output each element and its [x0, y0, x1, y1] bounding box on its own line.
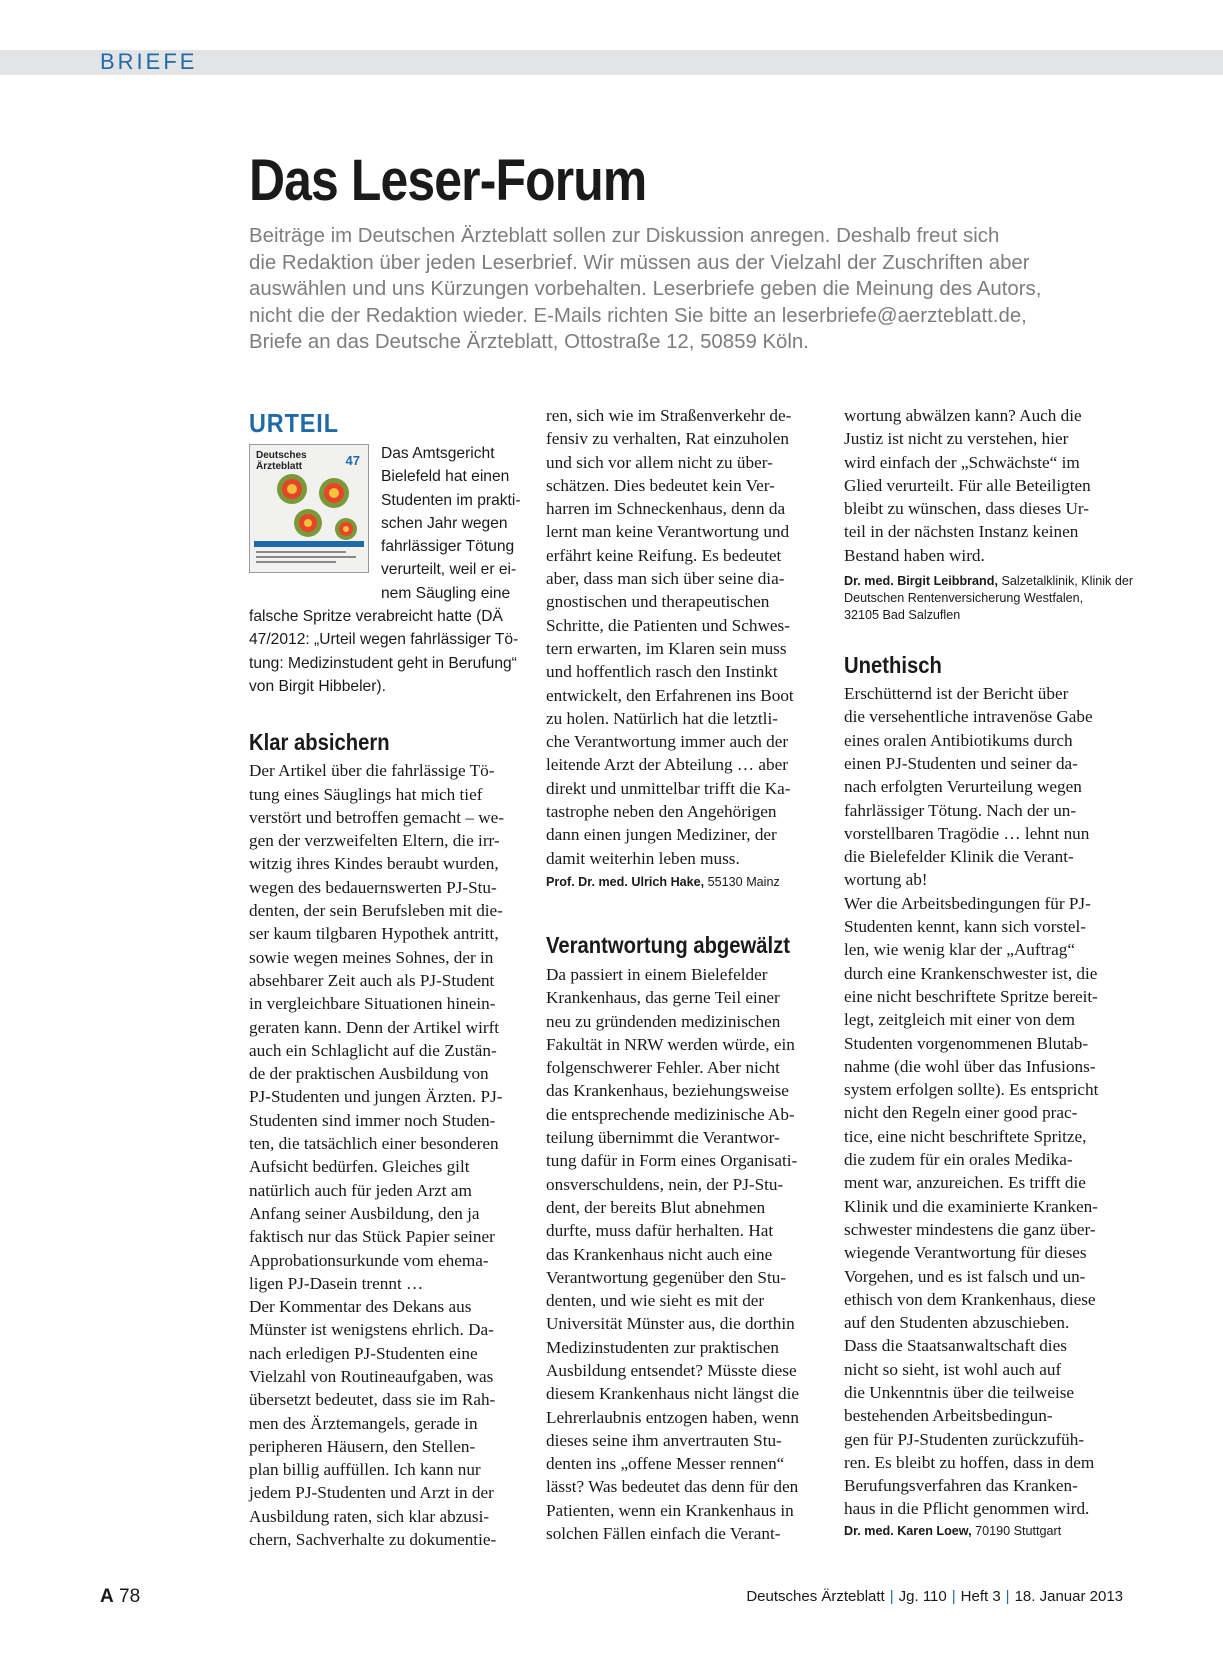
signature-place: 70190 Stuttgart [971, 1523, 1062, 1538]
column-1 [249, 402, 527, 1551]
text-line: tern erwarten, im Klaren sein muss [546, 638, 787, 658]
text-line: Schritte, die Patienten und Schwes- [546, 615, 790, 635]
signature-name: Dr. med. Birgit Leibbrand, [844, 574, 998, 589]
text-line: damit weiterhin leben muss. [546, 848, 740, 868]
text-line: falsche Spritze verabreicht hatte (DÄ [249, 608, 503, 626]
text-line: Ausbildung entsendet? Müsste diese [546, 1360, 797, 1380]
letter-body [844, 682, 1124, 1521]
text-line: system erfolgen sollte). Es entspricht [844, 1080, 1099, 1100]
text-line: lernt man keine Verantwortung und [546, 522, 790, 542]
text-line: absehbarer Zeit auch als PJ-Student [249, 970, 495, 990]
text-line: Lehrerlaubnis entzogen haben, wenn [546, 1407, 799, 1427]
text-line: Fakultät in NRW werden würde, ein [546, 1034, 795, 1054]
signature-name: Prof. Dr. med. Ulrich Hake, [546, 874, 705, 889]
signature-affiliation: Salzetalklinik, Klinik der [1001, 574, 1134, 589]
letter-heading: Unethisch [844, 652, 942, 679]
text-line: Der Kommentar des Dekans aus [249, 1297, 472, 1317]
text-line: dent, der bereits Blut abnehmen [546, 1197, 766, 1217]
text-line: die Unkenntnis über die teilweise [844, 1382, 1075, 1402]
text-line: folgenschwerer Fehler. Aber nicht [546, 1058, 780, 1078]
text-line: plan billig auffüllen. Ich kann nur [249, 1460, 481, 1480]
text-line: einen PJ-Studenten und seiner da- [844, 753, 1078, 773]
journal-issue: Heft 3 [960, 1588, 1001, 1605]
text-line: das Krankenhaus, beziehungsweise [546, 1081, 789, 1101]
virus-particle-icon [319, 478, 349, 508]
cover-title-line: Ärzteblatt [256, 461, 303, 472]
text-line: schen Jahr wegen [381, 514, 508, 532]
text-line: ren, sich wie im Straßenverkehr de- [546, 406, 792, 425]
text-line: peripheren Häusern, den Stellen- [249, 1436, 476, 1456]
text-line: tung eines Säuglings hat mich tief [249, 784, 483, 804]
text-line: 47/2012: „Urteil wegen fahrlässiger Tö- [249, 631, 519, 649]
intro-line: Briefe an das Deutsche Ärzteblatt, Ottostraße 12, 50859 Köln. [249, 331, 809, 354]
text-line: Anfang seiner Ausbildung, den ja [249, 1203, 480, 1223]
text-line: nem Säugling eine [381, 584, 511, 602]
text-line: zu holen. Natürlich hat die letztli- [546, 708, 778, 728]
text-line: eines oralen Antibiotikums durch [844, 730, 1073, 750]
text-line: schätzen. Dies bedeutet kein Ver- [546, 475, 775, 495]
text-line: fensiv zu verhalten, Rat einzuholen [546, 429, 789, 449]
text-line: solchen Fällen einfach die Verant- [546, 1524, 781, 1544]
text-line: bestehenden Arbeitsbedingun- [844, 1406, 1053, 1426]
text-line: harren im Schneckenhaus, denn da [546, 499, 786, 519]
letter-body-continued [844, 404, 1124, 567]
text-line: dieses seine ihm anvertrauten Stu- [546, 1430, 782, 1450]
virus-particle-icon [335, 518, 357, 540]
separator: | [951, 1588, 956, 1605]
text-line: Universität Münster aus, die dorthin [546, 1314, 795, 1334]
signature-line [844, 573, 1134, 590]
text-line: wird einfach der „Schwächste“ im [844, 452, 1080, 472]
letter-heading: Klar absichern [249, 729, 390, 756]
intro-paragraph [249, 223, 1149, 356]
text-line: nicht so sieht, ist wohl auch auf [844, 1359, 1062, 1379]
virus-particle-icon [294, 509, 322, 537]
text-line: verstört und betroffen gemacht – we- [249, 807, 505, 827]
text-line: und hoffentlich rasch den Instinkt [546, 662, 778, 682]
text-line: Da passiert in einem Bielefelder [546, 964, 768, 984]
virus-particle-icon [277, 474, 307, 504]
journal-info [746, 1588, 1123, 1605]
letter-signature [844, 1523, 1124, 1540]
magazine-cover-image [249, 444, 369, 573]
text-line: teilung übernimmt die Verantwor- [546, 1128, 780, 1148]
text-line: direkt und unmittelbar trifft die Ka- [546, 778, 791, 798]
text-line: PJ-Studenten und jungen Ärzten. PJ- [249, 1087, 503, 1107]
text-line: tung dafür in Form eines Organisati- [546, 1151, 798, 1171]
text-line: Klinik und die examinierte Kranken- [844, 1196, 1098, 1216]
text-line: Studenten kennt, kann sich vorstel- [844, 917, 1087, 937]
text-line: übersetzt bedeutet, dass sie im Rah- [249, 1390, 496, 1410]
text-line: Krankenhaus, das gerne Teil einer [546, 988, 780, 1008]
text-line: Vorgehen, und es ist falsch und un- [844, 1266, 1086, 1286]
letter-body [546, 963, 821, 1545]
text-line: entwickelt, den Erfahrenen ins Boot [546, 685, 794, 705]
text-line: wortung ab! [844, 870, 928, 890]
text-line: ethisch von dem Krankenhaus, diese [844, 1289, 1096, 1309]
text-line: auf den Studenten abzuschieben. [844, 1313, 1070, 1333]
text-line: denten, und wie sieht es mit der [546, 1291, 765, 1311]
text-line: Münster ist wenigstens ehrlich. Da- [249, 1320, 494, 1340]
urteil-side-text [381, 442, 521, 605]
letter-signature [546, 874, 821, 891]
journal-date: 18. Januar 2013 [1014, 1588, 1123, 1605]
text-line: verurteilt, weil er ei- [381, 561, 517, 579]
page-prefix: A [100, 1586, 114, 1607]
section-tag: BRIEFE [100, 49, 198, 74]
cover-title-line: Deutsches [256, 450, 307, 461]
text-line: Ausbildung raten, sich klar abzusi- [249, 1506, 490, 1526]
text-line: und sich vor allem nicht zu über- [546, 452, 773, 472]
text-line: in vergleichbare Situationen hinein- [249, 994, 496, 1014]
text-line: chern, Sachverhalte zu dokumentie- [249, 1530, 497, 1550]
text-line: nahme (die wohl über das Infusions- [844, 1056, 1096, 1076]
text-line: denten, der sein Berufsleben mit die- [249, 901, 503, 921]
signature-name: Dr. med. Karen Loew, [844, 1523, 972, 1538]
text-line: Verantwortung gegenüber den Stu- [546, 1267, 787, 1287]
text-line: wortung abwälzen kann? Auch die [844, 406, 1082, 425]
letter-body-continued [546, 404, 821, 870]
text-line: gen der verzweifelten Eltern, die irr- [249, 831, 500, 851]
text-line: che Verantwortung immer auch der [546, 732, 789, 752]
text-line: Vielzahl von Routineaufgaben, was [249, 1366, 494, 1386]
intro-line: Beiträge im Deutschen Ärzteblatt sollen zur Diskussion anregen. Deshalb freut sich [249, 225, 1000, 247]
text-line: Studenten vorgenommenen Blutab- [844, 1033, 1089, 1053]
text-line: erfährt keine Reifung. Es bedeutet [546, 545, 782, 565]
separator: | [889, 1588, 894, 1605]
text-line: Wer die Arbeitsbedingungen für PJ- [844, 893, 1091, 913]
text-line: geraten kann. Denn der Artikel wirft [249, 1017, 500, 1037]
intro-line: nicht die der Redaktion wieder. E-Mails richten Sie bitte an leserbriefe@aerzteblatt.de, [249, 304, 1027, 327]
intro-line: die Redaktion über jeden Leserbrief. Wir müssen aus der Vielzahl der Zuschriften aber [249, 251, 1030, 274]
text-line: durfte, muss dafür herhalten. Hat [546, 1221, 774, 1241]
virus-illustration-icon [250, 445, 368, 541]
text-line: sowie wegen meines Sohnes, der in [249, 947, 494, 967]
text-line: witzig ihres Kindes beraubt wurden, [249, 854, 499, 874]
text-line: Glied verurteilt. Für alle Beteiligten [844, 475, 1091, 495]
text-line: de der praktischen Ausbildung von [249, 1064, 489, 1084]
journal-volume: Jg. 110 [898, 1588, 947, 1605]
page-title: Das Leser-Forum [249, 148, 647, 213]
text-line: Das Amtsgericht [381, 445, 495, 462]
urteil-text [249, 605, 527, 698]
text-line: Medizinstudenten zur praktischen [546, 1337, 779, 1357]
urteil-intro [249, 442, 527, 605]
text-line: die zudem für ein orales Medika- [844, 1150, 1073, 1170]
text-line: Studenten sind immer noch Studen- [249, 1110, 496, 1130]
text-line: das Krankenhaus nicht auch eine [546, 1244, 773, 1264]
text-line: Studenten im prakti- [381, 491, 521, 509]
text-line: die entsprechende medizinische Ab- [546, 1104, 795, 1124]
text-line: Bielefeld hat einen [381, 468, 510, 486]
signature-line: 32105 Bad Salzuflen [844, 608, 961, 623]
intro-line: auswählen und uns Kürzungen vorbehalten. Leserbriefe geben die Meinung des Autors, [249, 278, 1042, 301]
signature-place: 55130 Mainz [704, 874, 780, 889]
text-line: Berufungsverfahren das Kranken- [844, 1476, 1078, 1496]
text-line: ment war, anzureichen. Es trifft die [844, 1173, 1086, 1193]
text-line: Aufsicht bedürfen. Gleiches gilt [249, 1157, 470, 1177]
journal-name: Deutsches Ärzteblatt [746, 1588, 885, 1605]
text-line: gnostischen und therapeutischen [546, 592, 770, 612]
page-number-value: 78 [119, 1586, 141, 1607]
text-line: von Birgit Hibbeler). [249, 677, 386, 695]
text-line: nach erfolgten Verurteilung wegen [844, 777, 1082, 797]
text-line: die versehentliche intravenöse Gabe [844, 707, 1093, 727]
text-line: ser kaum tilgbaren Hypothek antritt, [249, 924, 499, 944]
text-line: jedem PJ-Studenten und Arzt in der [249, 1483, 494, 1503]
text-line: haus in die Pflicht genommen wird. [844, 1499, 1090, 1519]
text-line: fahrlässiger Tötung. Nach der un- [844, 800, 1077, 820]
column-3 [844, 404, 1134, 1540]
letter-signature [844, 573, 1134, 624]
separator: | [1005, 1588, 1010, 1605]
text-line: nicht den Regeln einer good prac- [844, 1103, 1078, 1123]
text-line: tastrophe neben den Angehörigen [546, 802, 777, 822]
letter-heading: Verantwortung abgewälzt [546, 931, 791, 958]
text-line: aber, dass man sich über seine dia- [546, 569, 785, 589]
text-line: Approbationsurkunde vom ehema- [249, 1250, 489, 1270]
text-line: eine nicht beschriftete Spritze bereit- [844, 986, 1098, 1006]
text-line: tice, eine nicht beschriftete Spritze, [844, 1126, 1087, 1146]
text-line: leitende Arzt der Abteilung … aber [546, 755, 788, 775]
text-line: lässt? Was bedeutet das denn für den [546, 1477, 799, 1497]
cover-strip [254, 541, 364, 547]
signature-line: Deutschen Rentenversicherung Westfalen, [844, 591, 1084, 606]
text-line: fahrlässiger Tötung [381, 538, 515, 556]
text-line: auch ein Schlaglicht auf die Zustän- [249, 1040, 497, 1060]
cover-text-lines [250, 549, 368, 569]
text-line: Der Artikel über die fahrlässige Tö- [249, 761, 495, 781]
text-line: onsverschuldens, nein, der PJ-Stu- [546, 1174, 784, 1194]
text-line: Bestand haben wird. [844, 545, 985, 565]
text-line: wegen des bedauernswerten PJ-Stu- [249, 877, 497, 897]
text-line: denten ins „offene Messer rennen“ [546, 1454, 785, 1474]
text-line: ren. Es bleibt zu hoffen, dass in dem [844, 1452, 1095, 1472]
text-line: Erschütternd ist der Bericht über [844, 684, 1069, 704]
urteil-heading: URTEIL [249, 408, 339, 438]
text-line: dann einen jungen Mediziner, der [546, 825, 777, 845]
text-line: Patienten, wenn ein Krankenhaus in [546, 1500, 794, 1520]
text-line: men des Ärztemangels, gerade in [249, 1413, 478, 1433]
text-line: durch eine Krankenschwester ist, die [844, 963, 1098, 983]
text-line: faktisch nur das Stück Papier seiner [249, 1227, 495, 1247]
text-line: Dass die Staatsanwaltschaft dies [844, 1336, 1067, 1356]
text-line: legt, zeitgleich mit einer von dem [844, 1010, 1075, 1030]
text-line: bleibt zu wünschen, dass dieses Ur- [844, 499, 1089, 519]
text-line: wiegende Verantwortung für dieses [844, 1243, 1087, 1263]
text-line: nach erledigen PJ-Studenten eine [249, 1343, 478, 1363]
text-line: ten, die tatsächlich einer besonderen [249, 1134, 499, 1154]
text-line: natürlich auch für jeden Arzt am [249, 1180, 472, 1200]
text-line: teil in der nächsten Instanz keinen [844, 522, 1079, 542]
text-line: diesem Krankenhaus nicht längst die [546, 1384, 799, 1404]
text-line: schwester mindestens die ganz über- [844, 1219, 1096, 1239]
text-line: neu zu gründenden medizinischen [546, 1011, 781, 1031]
column-2 [546, 404, 821, 1545]
text-line: Justiz ist nicht zu verstehen, hier [844, 429, 1069, 449]
cover-issue-number: 47 [345, 453, 360, 468]
page-number [100, 1586, 140, 1608]
text-line: tung: Medizinstudent geht in Berufung“ [249, 654, 517, 672]
text-line: die Bielefelder Klinik die Verant- [844, 847, 1074, 867]
text-line: gen für PJ-Studenten zurückzufüh- [844, 1429, 1085, 1449]
text-line: len, wie wenig klar der „Auftrag“ [844, 940, 1075, 960]
letter-body [249, 759, 527, 1551]
text-line: vorstellbaren Tragödie … lehnt nun [844, 823, 1090, 843]
text-line: ligen PJ-Dasein trennt … [249, 1273, 424, 1293]
